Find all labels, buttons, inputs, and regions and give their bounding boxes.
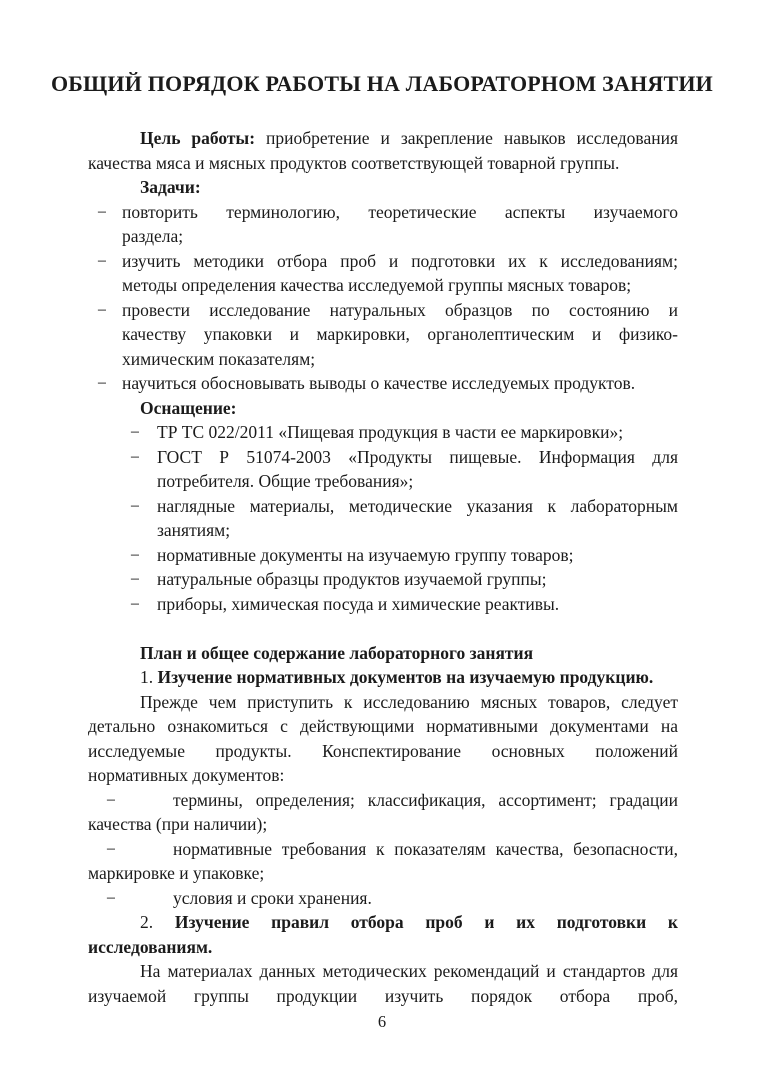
page-title: ОБЩИЙ ПОРЯДОК РАБОТЫ НА ЛАБОРАТОРНОМ ЗАНЯТИИ [51, 71, 713, 96]
body-text: термины, определения; классификация, ассортимент; градации [173, 789, 678, 810]
text-line [88, 837, 678, 862]
text-line [88, 959, 678, 984]
text-line [88, 224, 678, 249]
body-text: занятиям; [157, 520, 231, 540]
text-line [88, 249, 678, 274]
text-line [88, 641, 678, 666]
body-text: качества мяса и мясных продуктов соответствующей товарной группы. [88, 152, 620, 173]
dash-bullet-icon: − [130, 569, 140, 589]
text-line [88, 910, 678, 935]
dash-bullet-icon: − [130, 495, 140, 516]
text-line [88, 935, 678, 960]
body-text: натуральные образцы продуктов изучаемой группы; [157, 569, 547, 589]
body-text: приборы, химическая посуда и химические реактивы. [157, 593, 560, 614]
body-text: химическим показателям; [122, 348, 316, 369]
bold-text: Задачи: [140, 177, 201, 197]
body-text: научиться обосновывать выводы о качестве исследуемых продуктов. [122, 373, 636, 393]
body-text: Прежде чем приступить к исследованию мясных товаров, следует [140, 691, 678, 712]
text-line [88, 592, 678, 617]
bold-text: исследованиям. [88, 936, 213, 957]
text-line [88, 567, 678, 592]
body-text: условия и сроки хранения. [173, 887, 372, 908]
body-text: исследуемые продукты. Конспектирование основных положений [88, 740, 678, 761]
dash-bullet-icon: − [97, 250, 107, 271]
text-line [88, 469, 678, 494]
text-line [88, 347, 678, 372]
text-line [88, 788, 678, 813]
dash-bullet-icon: − [106, 789, 116, 810]
text-line [88, 175, 678, 200]
dash-bullet-icon: − [130, 544, 140, 565]
dash-bullet-icon: − [97, 201, 107, 222]
dash-bullet-icon: − [130, 593, 140, 614]
body-text: 1. [140, 667, 158, 687]
body-text: нормативных документов: [88, 765, 285, 785]
body-text: повторить терминологию, теоретические аспекты изучаемого [122, 201, 678, 222]
bold-text: Цель работы: [140, 128, 266, 148]
text-line [88, 273, 678, 298]
document-content [88, 126, 678, 1008]
bold-text: Изучение нормативных документов на изучаемую продукцию. [157, 667, 654, 687]
body-text: потребителя. Общие требования»; [157, 471, 414, 491]
text-line [88, 371, 678, 396]
text-line [88, 543, 678, 568]
text-line [88, 126, 678, 151]
dash-bullet-icon: − [106, 838, 116, 859]
text-line [88, 714, 678, 739]
text-line [88, 494, 678, 519]
bold-text: Изучение правил отбора проб и их подготовки к [174, 912, 678, 932]
text-line [88, 690, 678, 715]
dash-bullet-icon: − [130, 422, 140, 442]
body-text: детально ознакомиться с действующими нормативными документами на [88, 716, 678, 736]
body-text: ГОСТ Р 51074-2003 «Продукты пищевые. Информация для [157, 446, 678, 467]
text-line [88, 200, 678, 225]
text-line [88, 812, 678, 837]
text-line [88, 763, 678, 788]
text-line [88, 861, 678, 886]
body-text: методы определения качества исследуемой группы мясных товаров; [122, 275, 632, 295]
bold-text: План и общее содержание лабораторного занятия [140, 642, 534, 663]
text-line [88, 518, 678, 543]
text-line [88, 322, 678, 347]
body-text: приобретение и закрепление навыков исследования [265, 128, 678, 148]
dash-bullet-icon: − [97, 373, 107, 393]
dash-bullet-icon: − [97, 299, 107, 320]
body-text: изучить методики отбора проб и подготовки их к исследованиям; [122, 250, 678, 271]
body-text: нормативные документы на изучаемую группу товаров; [157, 544, 574, 565]
text-line [88, 420, 678, 445]
body-text: провести исследование натуральных образцов по состоянию и [122, 299, 678, 320]
body-text: качества (при наличии); [88, 814, 268, 834]
body-text: раздела; [122, 226, 184, 246]
body-text: ТР ТС 022/2011 «Пищевая продукция в части ее маркировки»; [157, 422, 624, 442]
blank-line [88, 616, 678, 641]
text-line [88, 984, 678, 1009]
text-line [88, 739, 678, 764]
text-line [88, 151, 678, 176]
page-number: 6 [377, 1012, 387, 1031]
text-line [88, 665, 678, 690]
body-text: маркировке и упаковке; [88, 863, 265, 883]
text-line [88, 445, 678, 470]
body-text: наглядные материалы, методические указания к лабораторным [157, 495, 678, 516]
body-text: 2. [140, 912, 175, 932]
body-text: нормативные требования к показателям качества, безопасности, [173, 838, 678, 859]
body-text: качеству упаковки и маркировки, органолептическим и физико- [122, 324, 678, 344]
bold-text: Оснащение: [140, 397, 237, 418]
text-line [88, 396, 678, 421]
body-text: изучаемой группы продукции изучить порядок отбора проб, [88, 985, 678, 1006]
body-text: На материалах данных методических рекомендаций и стандартов для [140, 961, 678, 981]
dash-bullet-icon: − [130, 446, 140, 467]
text-line [88, 298, 678, 323]
text-line [88, 886, 678, 911]
dash-bullet-icon: − [106, 887, 116, 908]
